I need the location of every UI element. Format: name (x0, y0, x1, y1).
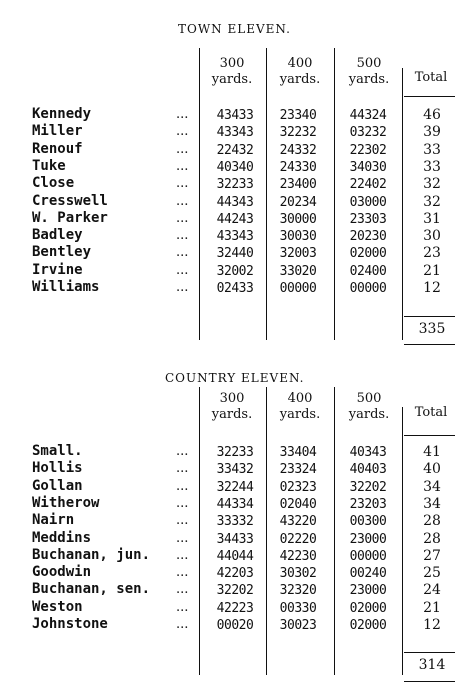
town-header-total: Total (414, 70, 448, 85)
town-leader-dots: ... (176, 262, 189, 278)
country-player-total: 40 (423, 461, 441, 478)
country-sum-rule (404, 652, 455, 653)
country-total-header-rule (404, 435, 455, 436)
country-score-300: 42223 (216, 600, 254, 616)
country-score-300: 32233 (216, 445, 254, 460)
town-header-c400: 400 yards. (279, 56, 321, 87)
country-leader-dots: ... (176, 530, 189, 546)
town-player-name: Williams (32, 279, 100, 295)
country-player-total: 34 (423, 478, 441, 495)
town-column-rule (402, 68, 403, 340)
town-team-total: 335 (418, 321, 446, 337)
town-score-400: 24330 (279, 159, 317, 175)
country-score-500: 23000 (349, 531, 387, 547)
country-leader-dots: ... (176, 599, 189, 615)
town-score-500: 20230 (349, 229, 387, 245)
country-score-500: 23203 (349, 496, 387, 512)
town-leader-dots: ... (176, 280, 189, 295)
country-score-300: 00020 (216, 618, 254, 633)
town-score-400: 32003 (279, 246, 317, 262)
town-score-400: 30030 (279, 229, 317, 245)
country-header-c400: 400 yards. (279, 391, 321, 422)
town-leader-dots: ... (176, 193, 189, 209)
town-player-total: 32 (423, 176, 441, 193)
town-column-rule (334, 48, 335, 340)
town-score-300: 32233 (216, 177, 254, 193)
town-score-300: 02433 (216, 281, 254, 296)
country-player-total: 25 (423, 565, 441, 582)
country-player-name: Nairn (32, 512, 75, 529)
town-player-name: Bentley (32, 244, 92, 261)
country-score-300: 32244 (216, 479, 254, 495)
country-header-total: Total (414, 405, 448, 420)
country-score-400: 33404 (279, 445, 317, 460)
country-player-name: Hollis (32, 460, 83, 477)
town-score-300: 43343 (216, 125, 254, 141)
town-score-500: 02400 (349, 263, 387, 279)
town-score-500: 03000 (349, 194, 387, 210)
town-player-name: Cresswell (32, 192, 108, 209)
country-leader-dots: ... (176, 565, 189, 581)
country-score-400: 23324 (279, 462, 317, 478)
town-score-500: 22302 (349, 142, 387, 158)
country-player-total: 12 (423, 617, 441, 633)
town-player-total: 30 (423, 228, 441, 245)
country-score-400: 00330 (279, 600, 317, 616)
town-score-300: 43343 (216, 229, 254, 245)
town-player-name: Badley (32, 227, 83, 244)
town-leader-dots: ... (176, 245, 189, 261)
town-score-300: 44243 (216, 211, 254, 227)
town-total-header-rule (404, 96, 455, 97)
country-player-total: 34 (423, 495, 441, 512)
country-score-300: 33432 (216, 462, 254, 478)
town-player-name: W. Parker (32, 209, 108, 226)
country-column-rule (402, 407, 403, 675)
country-score-300: 42203 (216, 566, 254, 582)
country-player-total: 24 (423, 582, 441, 599)
town-player-total: 33 (423, 158, 441, 175)
country-column-rule (199, 387, 200, 675)
country-leader-dots: ... (176, 478, 189, 494)
town-leader-dots: ... (176, 107, 189, 122)
country-player-name: Goodwin (32, 564, 92, 581)
country-column-rule (266, 387, 267, 675)
town-player-name: Tuke (32, 157, 66, 174)
country-score-300: 32202 (216, 583, 254, 599)
country-score-300: 44334 (216, 496, 254, 512)
country-score-300: 33332 (216, 514, 254, 530)
country-leader-dots: ... (176, 582, 189, 598)
town-score-400: 20234 (279, 194, 317, 210)
country-score-400: 42230 (279, 548, 317, 564)
country-leader-dots: ... (176, 495, 189, 511)
country-player-name: Small. (32, 443, 83, 459)
town-score-400: 24332 (279, 142, 317, 158)
town-sum-rule-bottom (404, 344, 455, 345)
town-score-500: 23303 (349, 211, 387, 227)
town-player-total: 21 (423, 262, 441, 279)
town-header-c500: 500 yards. (348, 56, 390, 87)
country-score-400: 02220 (279, 531, 317, 547)
country-score-500: 00000 (349, 548, 387, 564)
country-score-500: 02000 (349, 600, 387, 616)
town-header-c300: 300 yards. (211, 56, 253, 87)
country-score-500: 40403 (349, 462, 387, 478)
town-score-400: 23340 (279, 108, 317, 123)
town-score-400: 00000 (279, 281, 317, 296)
town-score-400: 30000 (279, 211, 317, 227)
country-leader-dots: ... (176, 617, 189, 632)
town-leader-dots: ... (176, 141, 189, 157)
country-leader-dots: ... (176, 461, 189, 477)
country-score-500: 00300 (349, 514, 387, 530)
country-score-400: 02040 (279, 496, 317, 512)
country-score-400: 43220 (279, 514, 317, 530)
country-header-c300: 300 yards. (211, 391, 253, 422)
town-player-total: 31 (423, 210, 441, 227)
town-player-name: Miller (32, 123, 83, 140)
town-player-name: Kennedy (32, 106, 92, 122)
country-player-name: Buchanan, jun. (32, 546, 151, 563)
country-score-400: 02323 (279, 479, 317, 495)
country-player-total: 28 (423, 530, 441, 547)
town-player-total: 23 (423, 245, 441, 262)
country-score-400: 30023 (279, 618, 317, 633)
town-player-total: 39 (423, 124, 441, 141)
country-score-300: 44044 (216, 548, 254, 564)
country-score-500: 40343 (349, 445, 387, 460)
town-score-500: 44324 (349, 108, 387, 123)
town-player-total: 46 (423, 107, 441, 123)
town-player-total: 32 (423, 193, 441, 210)
country-team-total: 314 (418, 657, 446, 673)
town-column-rule (199, 48, 200, 340)
town-score-400: 33020 (279, 263, 317, 279)
country-score-500: 02000 (349, 618, 387, 633)
town-player-name: Irvine (32, 261, 83, 278)
country-player-name: Johnstone (32, 616, 108, 632)
country-score-500: 23000 (349, 583, 387, 599)
town-player-name: Renouf (32, 140, 83, 157)
town-score-400: 23400 (279, 177, 317, 193)
country-score-300: 34433 (216, 531, 254, 547)
town-title: TOWN ELEVEN. (178, 22, 291, 36)
country-leader-dots: ... (176, 444, 189, 459)
country-score-400: 32320 (279, 583, 317, 599)
country-player-name: Meddins (32, 529, 92, 546)
town-score-300: 44343 (216, 194, 254, 210)
town-score-500: 02000 (349, 246, 387, 262)
town-leader-dots: ... (176, 228, 189, 244)
country-player-name: Gollan (32, 477, 83, 494)
country-player-total: 41 (423, 444, 441, 460)
town-score-300: 40340 (216, 159, 254, 175)
country-sum-rule-bottom (404, 681, 455, 682)
town-leader-dots: ... (176, 158, 189, 174)
country-score-500: 32202 (349, 479, 387, 495)
country-player-name: Witherow (32, 494, 100, 511)
country-player-total: 21 (423, 599, 441, 616)
town-leader-dots: ... (176, 124, 189, 140)
country-score-500: 00240 (349, 566, 387, 582)
town-score-500: 34030 (349, 159, 387, 175)
country-player-total: 28 (423, 513, 441, 530)
town-player-total: 33 (423, 141, 441, 158)
town-score-500: 03232 (349, 125, 387, 141)
country-player-name: Weston (32, 598, 83, 615)
town-column-rule (266, 48, 267, 340)
town-sum-rule (404, 316, 455, 317)
country-player-total: 27 (423, 547, 441, 564)
country-leader-dots: ... (176, 547, 189, 563)
country-title: COUNTRY ELEVEN. (165, 371, 305, 385)
town-score-400: 32232 (279, 125, 317, 141)
town-player-name: Close (32, 175, 75, 192)
country-leader-dots: ... (176, 513, 189, 529)
town-score-300: 32440 (216, 246, 254, 262)
country-column-rule (334, 387, 335, 675)
country-header-c500: 500 yards. (348, 391, 390, 422)
town-player-total: 12 (423, 280, 441, 296)
town-leader-dots: ... (176, 176, 189, 192)
country-score-400: 30302 (279, 566, 317, 582)
country-player-name: Buchanan, sen. (32, 581, 151, 598)
town-leader-dots: ... (176, 210, 189, 226)
town-score-500: 22402 (349, 177, 387, 193)
town-score-300: 43433 (216, 108, 254, 123)
town-score-500: 00000 (349, 281, 387, 296)
town-score-300: 22432 (216, 142, 254, 158)
town-score-300: 32002 (216, 263, 254, 279)
